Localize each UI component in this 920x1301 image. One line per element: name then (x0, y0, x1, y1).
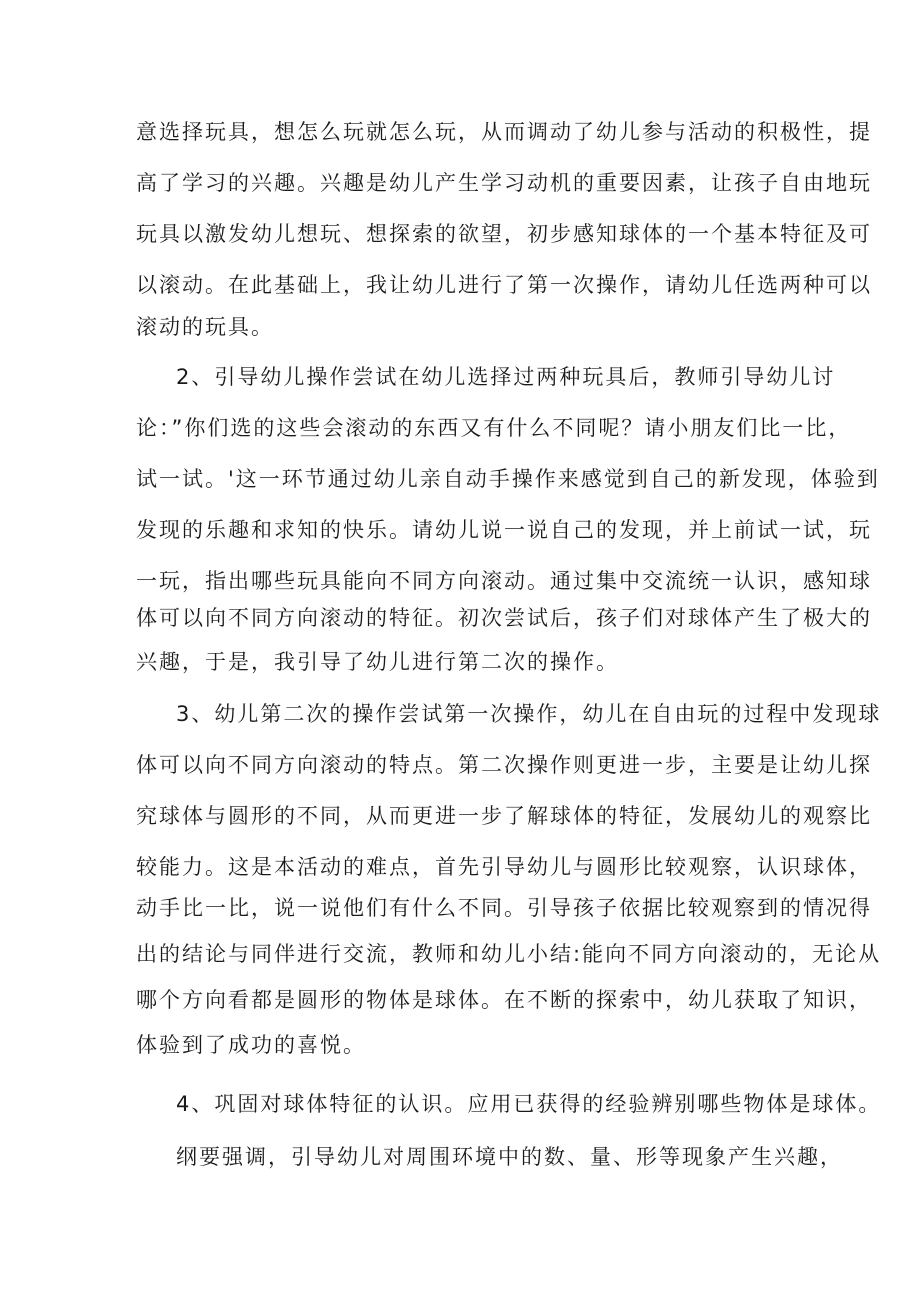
paragraph-3-start: 3、幼儿第二次的操作尝试第一次操作，幼儿在自由玩的过程中发现球 (176, 702, 882, 726)
text-line: 体可以向不同方向滚动的特点。第二次操作则更进一步，主要是让幼儿探 (136, 753, 872, 777)
text-line: 出的结论与同伴进行交流，教师和幼儿小结:能向不同方向滚动的，无论从 (136, 942, 882, 966)
text-line: 试一试。'这一环节通过幼儿亲自动手操作来感觉到自己的新发现，体验到 (136, 467, 880, 491)
paragraph-5-start: 纲要强调，引导幼儿对周围环境中的数、量、形等现象产生兴趣， (176, 1145, 843, 1169)
text-line: 意选择玩具，想怎么玩就怎么玩，从而调动了幼儿参与活动的积极性，提 (136, 120, 872, 144)
text-line: 一玩，指出哪些玩具能向不同方向滚动。通过集中交流统一认识，感知球 (136, 569, 872, 593)
text-line: 兴趣，于是，我引导了幼儿进行第二次的操作。 (136, 650, 619, 674)
text-line: 较能力。这是本活动的难点，首先引导幼儿与圆形比较观察，认识球体， (136, 855, 872, 879)
text-line: 论：”你们选的这些会滚动的东西又有什么不同呢？请小朋友们比一比， (136, 416, 852, 440)
text-line: 高了学习的兴趣。兴趣是幼儿产生学习动机的重要因素，让孩子自由地玩 (136, 171, 872, 195)
text-line: 哪个方向看都是圆形的物体是球体。在不断的探索中，幼儿获取了知识， (136, 988, 872, 1012)
text-line: 滚动的玩具。 (136, 315, 274, 339)
text-line: 发现的乐趣和求知的快乐。请幼儿说一说自己的发现，并上前试一试，玩 (136, 518, 872, 542)
paragraph-4-start: 4、巩固对球体特征的认识。应用已获得的经验辨别哪些物体是球体。 (176, 1092, 882, 1116)
text-line: 体验到了成功的喜悦。 (136, 1033, 366, 1057)
text-line: 体可以向不同方向滚动的特征。初次尝试后，孩子们对球体产生了极大的 (136, 606, 872, 630)
text-line: 以滚动。在此基础上，我让幼儿进行了第一次操作，请幼儿任选两种可以 (136, 273, 872, 297)
paragraph-2-start: 2、引导幼儿操作尝试在幼儿选择过两种玩具后，教师引导幼儿讨 (176, 365, 836, 389)
text-line: 玩具以激发幼儿想玩、想探索的欲望，初步感知球体的一个基本特征及可 (136, 222, 872, 246)
text-line: 动手比一比，说一说他们有什么不同。引导孩子依据比较观察到的情况得 (136, 896, 872, 920)
text-line: 究球体与圆形的不同，从而更进一步了解球体的特征，发展幼儿的观察比 (136, 804, 872, 828)
